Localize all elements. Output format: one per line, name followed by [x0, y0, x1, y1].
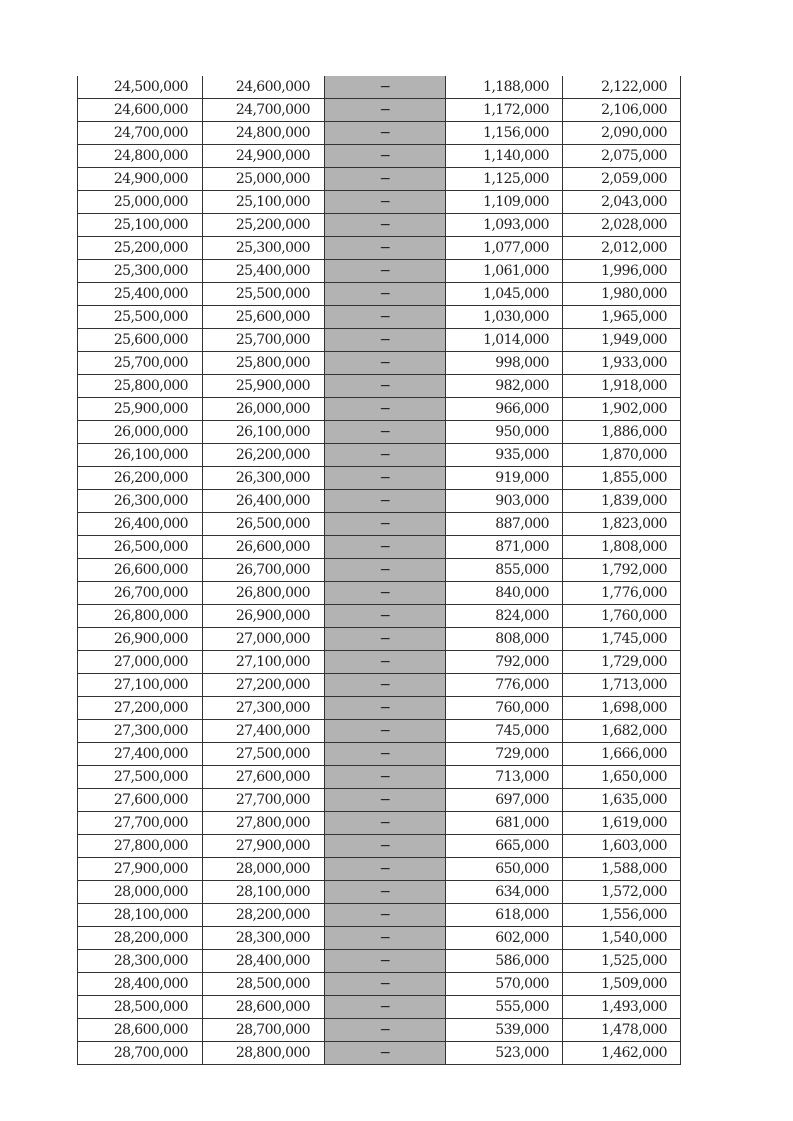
amount-b-cell: 1,902,000	[563, 398, 681, 421]
amount-b-cell: 1,949,000	[563, 329, 681, 352]
range-to-cell: 26,900,000	[203, 605, 325, 628]
range-from-cell: 25,700,000	[78, 352, 203, 375]
amount-a-cell: 1,045,000	[446, 283, 563, 306]
amount-b-cell: 2,090,000	[563, 122, 681, 145]
table-row	[78, 99, 681, 122]
empty-bracket-cell: −	[325, 996, 446, 1019]
empty-bracket-cell: −	[325, 904, 446, 927]
table-row	[78, 973, 681, 996]
range-to-cell: 26,000,000	[203, 398, 325, 421]
empty-bracket-cell: −	[325, 490, 446, 513]
range-to-cell: 25,900,000	[203, 375, 325, 398]
amount-b-cell: 1,509,000	[563, 973, 681, 996]
table-row	[78, 789, 681, 812]
range-to-cell: 25,000,000	[203, 168, 325, 191]
amount-b-cell: 1,792,000	[563, 559, 681, 582]
empty-bracket-cell: −	[325, 766, 446, 789]
amount-b-cell: 1,776,000	[563, 582, 681, 605]
amount-b-cell: 2,043,000	[563, 191, 681, 214]
range-from-cell: 26,700,000	[78, 582, 203, 605]
range-from-cell: 28,600,000	[78, 1019, 203, 1042]
table-row	[78, 996, 681, 1019]
range-from-cell: 25,100,000	[78, 214, 203, 237]
range-to-cell: 28,600,000	[203, 996, 325, 1019]
empty-bracket-cell: −	[325, 697, 446, 720]
amount-a-cell: 824,000	[446, 605, 563, 628]
empty-bracket-cell: −	[325, 76, 446, 99]
range-from-cell: 24,500,000	[78, 76, 203, 99]
amount-a-cell: 760,000	[446, 697, 563, 720]
amount-b-cell: 1,839,000	[563, 490, 681, 513]
range-from-cell: 27,100,000	[78, 674, 203, 697]
empty-bracket-cell: −	[325, 973, 446, 996]
empty-bracket-cell: −	[325, 674, 446, 697]
amount-a-cell: 776,000	[446, 674, 563, 697]
empty-bracket-cell: −	[325, 812, 446, 835]
amount-b-cell: 1,572,000	[563, 881, 681, 904]
amount-a-cell: 697,000	[446, 789, 563, 812]
empty-bracket-cell: −	[325, 536, 446, 559]
amount-b-cell: 1,745,000	[563, 628, 681, 651]
amount-a-cell: 808,000	[446, 628, 563, 651]
amount-b-cell: 2,106,000	[563, 99, 681, 122]
amount-a-cell: 665,000	[446, 835, 563, 858]
table-row	[78, 145, 681, 168]
amount-b-cell: 1,808,000	[563, 536, 681, 559]
table-row	[78, 812, 681, 835]
range-from-cell: 27,800,000	[78, 835, 203, 858]
table-row	[78, 444, 681, 467]
empty-bracket-cell: −	[325, 145, 446, 168]
table-row	[78, 559, 681, 582]
table-row	[78, 260, 681, 283]
range-to-cell: 28,300,000	[203, 927, 325, 950]
table-row	[78, 352, 681, 375]
amount-a-cell: 919,000	[446, 467, 563, 490]
empty-bracket-cell: −	[325, 789, 446, 812]
range-from-cell: 28,300,000	[78, 950, 203, 973]
range-from-cell: 28,500,000	[78, 996, 203, 1019]
range-to-cell: 28,500,000	[203, 973, 325, 996]
empty-bracket-cell: −	[325, 283, 446, 306]
range-from-cell: 26,900,000	[78, 628, 203, 651]
empty-bracket-cell: −	[325, 1042, 446, 1065]
empty-bracket-cell: −	[325, 559, 446, 582]
amount-a-cell: 1,014,000	[446, 329, 563, 352]
income-bracket-table	[77, 76, 681, 1065]
amount-b-cell: 2,075,000	[563, 145, 681, 168]
range-from-cell: 28,700,000	[78, 1042, 203, 1065]
amount-a-cell: 681,000	[446, 812, 563, 835]
amount-b-cell: 1,870,000	[563, 444, 681, 467]
empty-bracket-cell: −	[325, 858, 446, 881]
table-row	[78, 329, 681, 352]
empty-bracket-cell: −	[325, 329, 446, 352]
amount-b-cell: 2,122,000	[563, 76, 681, 99]
empty-bracket-cell: −	[325, 352, 446, 375]
range-to-cell: 27,200,000	[203, 674, 325, 697]
empty-bracket-cell: −	[325, 927, 446, 950]
empty-bracket-cell: −	[325, 99, 446, 122]
amount-b-cell: 1,478,000	[563, 1019, 681, 1042]
table-row	[78, 398, 681, 421]
table-row	[78, 306, 681, 329]
amount-a-cell: 618,000	[446, 904, 563, 927]
empty-bracket-cell: −	[325, 950, 446, 973]
amount-b-cell: 1,540,000	[563, 927, 681, 950]
amount-a-cell: 570,000	[446, 973, 563, 996]
range-from-cell: 25,200,000	[78, 237, 203, 260]
amount-b-cell: 1,855,000	[563, 467, 681, 490]
amount-b-cell: 1,933,000	[563, 352, 681, 375]
range-to-cell: 25,800,000	[203, 352, 325, 375]
range-to-cell: 28,200,000	[203, 904, 325, 927]
table-row	[78, 582, 681, 605]
table-row	[78, 375, 681, 398]
range-to-cell: 27,600,000	[203, 766, 325, 789]
amount-a-cell: 1,172,000	[446, 99, 563, 122]
amount-b-cell: 1,556,000	[563, 904, 681, 927]
range-from-cell: 27,200,000	[78, 697, 203, 720]
amount-a-cell: 1,093,000	[446, 214, 563, 237]
range-to-cell: 27,500,000	[203, 743, 325, 766]
table-body	[78, 76, 681, 1065]
table-row	[78, 858, 681, 881]
empty-bracket-cell: −	[325, 651, 446, 674]
table-row	[78, 122, 681, 145]
table-row	[78, 467, 681, 490]
amount-b-cell: 1,918,000	[563, 375, 681, 398]
amount-a-cell: 855,000	[446, 559, 563, 582]
range-to-cell: 24,800,000	[203, 122, 325, 145]
range-from-cell: 27,400,000	[78, 743, 203, 766]
amount-b-cell: 1,635,000	[563, 789, 681, 812]
amount-a-cell: 634,000	[446, 881, 563, 904]
range-to-cell: 25,400,000	[203, 260, 325, 283]
range-to-cell: 27,100,000	[203, 651, 325, 674]
amount-b-cell: 2,028,000	[563, 214, 681, 237]
amount-b-cell: 1,666,000	[563, 743, 681, 766]
amount-b-cell: 1,713,000	[563, 674, 681, 697]
empty-bracket-cell: −	[325, 1019, 446, 1042]
table-row	[78, 168, 681, 191]
range-to-cell: 27,800,000	[203, 812, 325, 835]
amount-b-cell: 1,729,000	[563, 651, 681, 674]
table-row	[78, 743, 681, 766]
range-from-cell: 25,800,000	[78, 375, 203, 398]
amount-a-cell: 935,000	[446, 444, 563, 467]
empty-bracket-cell: −	[325, 881, 446, 904]
empty-bracket-cell: −	[325, 191, 446, 214]
range-to-cell: 26,700,000	[203, 559, 325, 582]
amount-b-cell: 1,823,000	[563, 513, 681, 536]
amount-b-cell: 1,650,000	[563, 766, 681, 789]
table-row	[78, 881, 681, 904]
table-row	[78, 536, 681, 559]
table-row	[78, 720, 681, 743]
range-from-cell: 25,500,000	[78, 306, 203, 329]
amount-b-cell: 1,760,000	[563, 605, 681, 628]
table-row	[78, 950, 681, 973]
range-from-cell: 25,300,000	[78, 260, 203, 283]
amount-a-cell: 745,000	[446, 720, 563, 743]
range-to-cell: 24,600,000	[203, 76, 325, 99]
table-row	[78, 76, 681, 99]
amount-a-cell: 602,000	[446, 927, 563, 950]
range-to-cell: 26,500,000	[203, 513, 325, 536]
table-row	[78, 421, 681, 444]
range-from-cell: 27,900,000	[78, 858, 203, 881]
range-from-cell: 27,600,000	[78, 789, 203, 812]
amount-a-cell: 1,061,000	[446, 260, 563, 283]
range-to-cell: 26,800,000	[203, 582, 325, 605]
amount-a-cell: 840,000	[446, 582, 563, 605]
empty-bracket-cell: −	[325, 444, 446, 467]
range-from-cell: 27,700,000	[78, 812, 203, 835]
empty-bracket-cell: −	[325, 375, 446, 398]
empty-bracket-cell: −	[325, 628, 446, 651]
amount-a-cell: 1,077,000	[446, 237, 563, 260]
amount-a-cell: 650,000	[446, 858, 563, 881]
amount-b-cell: 1,462,000	[563, 1042, 681, 1065]
range-from-cell: 28,100,000	[78, 904, 203, 927]
amount-a-cell: 903,000	[446, 490, 563, 513]
range-from-cell: 24,800,000	[78, 145, 203, 168]
amount-a-cell: 555,000	[446, 996, 563, 1019]
table-row	[78, 835, 681, 858]
range-to-cell: 26,400,000	[203, 490, 325, 513]
amount-a-cell: 539,000	[446, 1019, 563, 1042]
amount-a-cell: 1,109,000	[446, 191, 563, 214]
range-from-cell: 26,800,000	[78, 605, 203, 628]
amount-b-cell: 1,682,000	[563, 720, 681, 743]
amount-a-cell: 1,030,000	[446, 306, 563, 329]
range-to-cell: 25,600,000	[203, 306, 325, 329]
range-from-cell: 25,900,000	[78, 398, 203, 421]
amount-a-cell: 871,000	[446, 536, 563, 559]
amount-b-cell: 1,525,000	[563, 950, 681, 973]
range-to-cell: 24,900,000	[203, 145, 325, 168]
empty-bracket-cell: −	[325, 214, 446, 237]
range-to-cell: 28,800,000	[203, 1042, 325, 1065]
range-to-cell: 27,000,000	[203, 628, 325, 651]
table-row	[78, 605, 681, 628]
amount-b-cell: 1,886,000	[563, 421, 681, 444]
range-to-cell: 25,100,000	[203, 191, 325, 214]
table-row	[78, 490, 681, 513]
table-row	[78, 628, 681, 651]
range-from-cell: 28,000,000	[78, 881, 203, 904]
empty-bracket-cell: −	[325, 122, 446, 145]
range-to-cell: 26,600,000	[203, 536, 325, 559]
range-to-cell: 28,400,000	[203, 950, 325, 973]
table-row	[78, 927, 681, 950]
amount-a-cell: 950,000	[446, 421, 563, 444]
empty-bracket-cell: −	[325, 237, 446, 260]
amount-b-cell: 1,698,000	[563, 697, 681, 720]
range-from-cell: 27,500,000	[78, 766, 203, 789]
table-row	[78, 214, 681, 237]
range-from-cell: 27,300,000	[78, 720, 203, 743]
amount-b-cell: 1,603,000	[563, 835, 681, 858]
range-from-cell: 24,600,000	[78, 99, 203, 122]
range-to-cell: 27,300,000	[203, 697, 325, 720]
range-from-cell: 26,100,000	[78, 444, 203, 467]
table-row	[78, 904, 681, 927]
range-from-cell: 26,200,000	[78, 467, 203, 490]
amount-b-cell: 1,588,000	[563, 858, 681, 881]
range-to-cell: 26,100,000	[203, 421, 325, 444]
range-from-cell: 27,000,000	[78, 651, 203, 674]
amount-a-cell: 586,000	[446, 950, 563, 973]
range-to-cell: 26,300,000	[203, 467, 325, 490]
empty-bracket-cell: −	[325, 306, 446, 329]
amount-a-cell: 729,000	[446, 743, 563, 766]
range-from-cell: 25,600,000	[78, 329, 203, 352]
empty-bracket-cell: −	[325, 398, 446, 421]
amount-a-cell: 998,000	[446, 352, 563, 375]
amount-a-cell: 982,000	[446, 375, 563, 398]
amount-a-cell: 523,000	[446, 1042, 563, 1065]
amount-b-cell: 1,493,000	[563, 996, 681, 1019]
amount-a-cell: 1,140,000	[446, 145, 563, 168]
range-from-cell: 25,400,000	[78, 283, 203, 306]
amount-a-cell: 1,156,000	[446, 122, 563, 145]
table-row	[78, 237, 681, 260]
range-to-cell: 24,700,000	[203, 99, 325, 122]
amount-a-cell: 1,125,000	[446, 168, 563, 191]
empty-bracket-cell: −	[325, 467, 446, 490]
amount-b-cell: 1,619,000	[563, 812, 681, 835]
table-row	[78, 191, 681, 214]
range-to-cell: 25,500,000	[203, 283, 325, 306]
range-from-cell: 24,900,000	[78, 168, 203, 191]
amount-a-cell: 713,000	[446, 766, 563, 789]
range-to-cell: 27,400,000	[203, 720, 325, 743]
range-to-cell: 25,700,000	[203, 329, 325, 352]
range-from-cell: 28,400,000	[78, 973, 203, 996]
empty-bracket-cell: −	[325, 260, 446, 283]
range-to-cell: 28,100,000	[203, 881, 325, 904]
empty-bracket-cell: −	[325, 582, 446, 605]
amount-b-cell: 2,059,000	[563, 168, 681, 191]
range-from-cell: 26,300,000	[78, 490, 203, 513]
empty-bracket-cell: −	[325, 605, 446, 628]
range-to-cell: 27,900,000	[203, 835, 325, 858]
range-to-cell: 25,200,000	[203, 214, 325, 237]
empty-bracket-cell: −	[325, 835, 446, 858]
empty-bracket-cell: −	[325, 513, 446, 536]
amount-b-cell: 1,980,000	[563, 283, 681, 306]
range-from-cell: 24,700,000	[78, 122, 203, 145]
range-from-cell: 26,600,000	[78, 559, 203, 582]
range-from-cell: 26,400,000	[78, 513, 203, 536]
empty-bracket-cell: −	[325, 743, 446, 766]
table-row	[78, 674, 681, 697]
range-to-cell: 27,700,000	[203, 789, 325, 812]
range-from-cell: 28,200,000	[78, 927, 203, 950]
amount-a-cell: 887,000	[446, 513, 563, 536]
table-row	[78, 651, 681, 674]
range-to-cell: 25,300,000	[203, 237, 325, 260]
table-row	[78, 1042, 681, 1065]
table-row	[78, 513, 681, 536]
range-from-cell: 25,000,000	[78, 191, 203, 214]
amount-a-cell: 966,000	[446, 398, 563, 421]
range-to-cell: 28,000,000	[203, 858, 325, 881]
table-row	[78, 766, 681, 789]
table-row	[78, 1019, 681, 1042]
empty-bracket-cell: −	[325, 421, 446, 444]
range-from-cell: 26,500,000	[78, 536, 203, 559]
amount-b-cell: 1,965,000	[563, 306, 681, 329]
empty-bracket-cell: −	[325, 720, 446, 743]
range-to-cell: 26,200,000	[203, 444, 325, 467]
table-row	[78, 283, 681, 306]
amount-b-cell: 1,996,000	[563, 260, 681, 283]
amount-b-cell: 2,012,000	[563, 237, 681, 260]
amount-a-cell: 792,000	[446, 651, 563, 674]
range-from-cell: 26,000,000	[78, 421, 203, 444]
range-to-cell: 28,700,000	[203, 1019, 325, 1042]
empty-bracket-cell: −	[325, 168, 446, 191]
amount-a-cell: 1,188,000	[446, 76, 563, 99]
table-row	[78, 697, 681, 720]
